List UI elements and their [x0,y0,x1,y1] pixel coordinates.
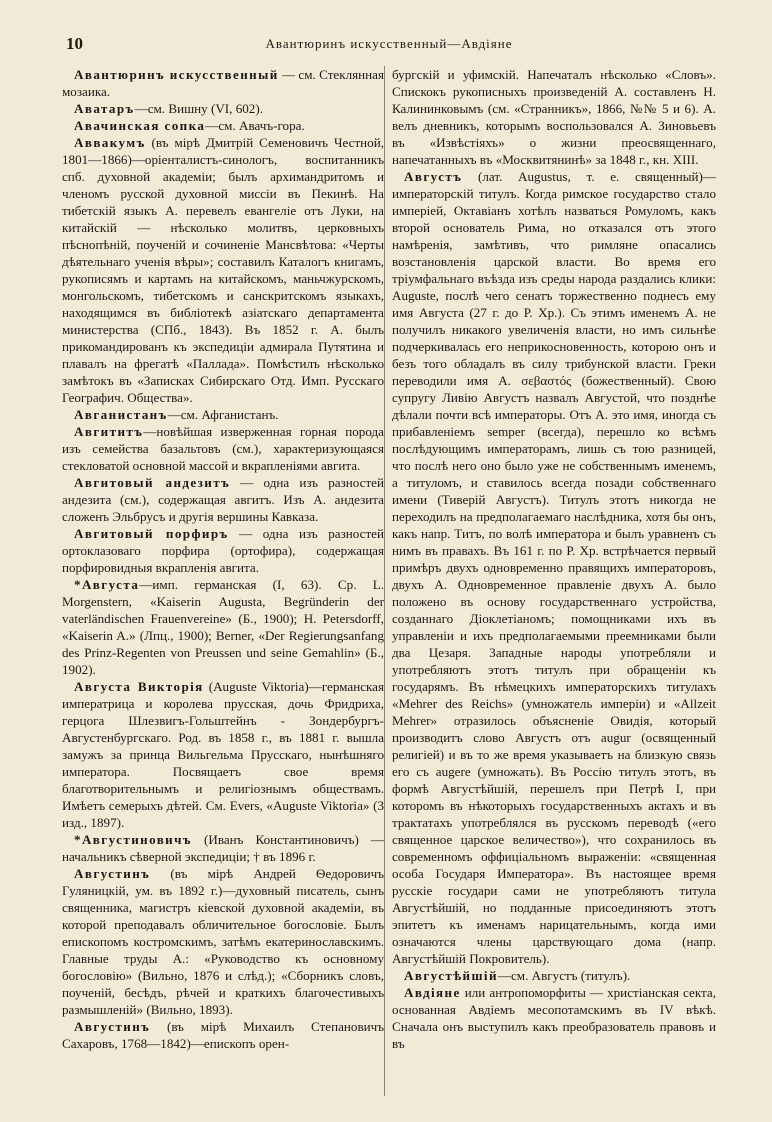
entry-headword: Авантюринъ искусственный [74,67,279,82]
left-column [62,66,384,1052]
entry-text: —см. Афганистанъ. [167,407,279,422]
page-header [66,34,712,56]
entry-headword: Августъ [404,169,463,184]
entry-text: (Auguste Viktoria)—германская императрица и королева прусская, дочь Фридриха, герцога Шлезвигъ-Гольштейнъ - Зондербургъ-Августенбургскаго. Род. въ 1858 г., въ 1881 г. вышла замужъ за принца Вильгельма Прусскаго, нынѣшняго императора. Посвящаетъ свое время благотворительнымъ и религіознымъ обществамъ. Имѣетъ семерыхъ дѣтей. См. Evers, «Auguste Viktoria» (3 изд., 1897). [62,679,385,830]
entry-text: (въ мірѣ Дмитрій Семеновичъ Честной, 1801—1866)—оріенталистъ-синологъ, воспитанникъ спб. духовной академіи; былъ архимандритомъ и членомъ русской духовной миссіи въ Пекинѣ. На тибетскій языкъ А. перевелъ евангеліе отъ Луки, на китайскій — нѣсколько молитвъ, церковныхъ пѣснопѣній, поученій и сочиненіе Мансвѣтова: «Черты дѣятельнаго ученія вѣры»; составилъ Каталогъ книгамъ, рукописямъ и картамъ на китайскомъ, маньчжурскомъ, монгольскомъ, тибетскомъ и санскритскомъ языкахъ, находящимся въ библіотекѣ азіатскаго департамента министерства (СПб., 1843). Въ 1852 г. А. былъ прикомандированъ къ экспедиціи адмирала Путятина и плавалъ на фрегатѣ «Паллада». Помѣстилъ нѣсколько замѣтокъ въ «Записках Сибирскаго Отд. Имп. Русскаго Географич. Общества». [62,135,384,405]
dictionary-entry [62,865,384,1018]
entry-headword: Августѣйшій [404,968,498,983]
entry-headword: *Августа [74,577,140,592]
entry-headword: Авдiяне [404,985,461,1000]
entry-headword: Августинъ [74,1019,151,1034]
entry-text: —см. Вишну (VI, 602). [134,101,263,116]
dictionary-entry [392,967,716,984]
entry-text: —новѣйшая изверженная горная порода изъ семейства базальтовъ (см.), характеризующаяся стекловатой основной массой и вкрапленіями авгита. [62,424,384,473]
entry-text: (Иванъ Константиновичъ) — начальникъ сѣверной экспедиціи; † въ 1896 г. [62,832,384,864]
entry-headword: Авгитовый андезитъ [74,475,231,490]
entry-text: —см. Авачъ-гора. [205,118,305,133]
entry-headword: *Августиновичъ [74,832,192,847]
right-column [392,66,716,1052]
dictionary-entry [392,66,716,168]
dictionary-entry [392,984,716,1052]
page-number: 10 [66,34,83,53]
entry-text: (лат. Augustus, т. е. священный)—императорскій титулъ. Когда римское государство стало имперіей, Октавіанъ хотѣлъ назваться Ромуломъ, какъ второй основатель Рима, но отказался отъ этого намѣренія, замѣтивъ, что римляне опасались возстановленія царской власти. Во время его тріумфальнаго въѣзда изъ среды народа раздались клики: Auguste, послѣ чего сенатъ торжественно поднесъ ему имя Августа (27 г. до Р. Хр.). Съ этимъ именемъ А. не получилъ никакого увеличенія власти, но имъ сильнѣе подчеркивалась его неприкосновенность, которою онъ и безъ того обладалъ въ силу трибунской власти. Греки переводили имя А. σεβαστός (божественный). Свою супругу Ливію Августъ назвалъ Августой, что позднѣе дѣлали почти всѣ императоры. Отъ А. это имя, иногда съ прибавленіемъ semper (всегда), перешло ко всѣмъ послѣдующимъ императорамъ, лишь съ тою разницей, что послѣ него оно было уже не собственнымъ именемъ, а титуломъ, и ставилось всегда позади собственнаго имени (Тиверій Августъ). Титулъ этотъ никогда не переходилъ на предполагаемаго наслѣдника, хотя бы онъ, какъ напр. Титъ, по волѣ императора и былъ уравненъ съ нимъ въ правахъ. Въ 161 г. по Р. Хр. встрѣчается первый примѣръ двухъ одновременно правящихъ императоровъ, двухъ А. Одновременное правленіе двухъ А. было положено въ основу государственнаго устройства, созданнаго Діоклетіаномъ; помощниками ихъ въ управленіи и ихъ предполагаемыми преемниками были два Цезаря. Западные народы употребляли и употребляютъ этотъ титулъ при обращеніи къ государямъ. Въ нѣмецкихъ императорскихъ титулахъ «Mehrer des Reichs» (умножатель имперіи) и «Allzeit Mehrer» отразилось объясненіе Овидія, который производитъ слово Августъ отъ augur (освященный религіей) и въ то же время указываетъ на близкую связь его съ augere (умножать). Въ Россію титулъ этотъ, въ формѣ Августѣйшій, перешелъ при Петрѣ I, при которомъ въ нѣкоторыхъ государственныхъ актахъ и въ трактатахъ употреблялся въ русскомъ переводѣ («его священное царское величество»), что сохранилось въ современномъ оффиціальномъ выраженіи: «священная особа Государя Императора». Въ настоящее время русскіе государи сами не употребляютъ титула Августѣйшій, но подданные присоединяютъ этотъ эпитетъ къ именамъ нарицательнымъ, когда ими означаются члены царствующаго дома (напр. Августѣйшій Покровитель). [392,169,716,966]
entry-text: или антропоморфиты — христіанская секта, основанная Авдіемъ месопотамскимъ въ IV вѣкѣ. Сначала онъ выступилъ какъ преобразователь правовъ и въ [392,985,716,1051]
entry-headword: Авганистанъ [74,407,168,422]
entry-headword: Аввакумъ [74,135,146,150]
entry-headword: Авгититъ [74,424,144,439]
dictionary-entry [62,66,384,100]
dictionary-entry [392,168,716,967]
entry-text: (въ мірѣ Михаилъ Степановичъ Сахаровъ, 1768—1842)—епископъ орен- [62,1019,384,1051]
dictionary-entry [62,423,384,474]
entry-text: бургскій и уфимскій. Напечаталъ нѣсколько «Словъ». Спискокъ рукописныхъ произведеній А. составленъ Н. Калининковымъ (см. «Странникъ», 1866, №№ 5 и 6). А. велъ дневникъ, которымъ воспользовался А. Зиновьевъ въ «Извѣстіяхъ» о жизни преосвященнаго, напечатанныхъ въ «Москвитянинѣ» за 1848 г., кн. XIII. [392,67,716,167]
dictionary-entry [62,525,384,576]
dictionary-entry [62,678,384,831]
entry-headword: Авачинская сопка [74,118,206,133]
column-divider [384,66,385,1096]
dictionary-entry [62,576,384,678]
entry-text: — одна изъ разностей ортоклазоваго порфира (ортофира), содержащая порфировидныя вкрапленія авгита. [62,526,384,575]
entry-headword: Августа Викторія [74,679,204,694]
entry-text: —см. Августъ (титулъ). [497,968,631,983]
dictionary-entry [62,117,384,134]
dictionary-entry [62,406,384,423]
entry-headword: Августинъ [74,866,151,881]
dictionary-entry [62,134,384,406]
running-head: Авантюринъ искусственный—Авдiяне [265,36,513,51]
entry-text: — см. Стеклянная мозаика. [62,67,384,99]
entry-text: (въ мірѣ Андрей Ѳедоровичъ Гуляницкій, ум. въ 1892 г.)—духовный писатель, сынъ священника, магистръ кіевской духовной академіи, въ которой преподавалъ обличительное богословіе. Былъ епископомъ костромскимъ, затѣмъ екатеринославскимъ. Главные труды А.: «Руководство къ основному богословію» (Вильно, 1876 и слѣд.); «Сборникъ словъ, поученій, бесѣдъ, рѣчей и краткихъ благочестивыхъ размышленій» (Вильно, 1893). [62,866,384,1017]
entry-headword: Аватаръ [74,101,135,116]
dictionary-entry [62,474,384,525]
entry-text: —имп. германская (I, 63). Ср. L. Morgenstern, «Kaiserin Augusta, Begründerin der vaterländischen Frauenvereine» (Б., 1900); H. Petersdorff, «Kaiserin A.» (Лпц., 1900); Berner, «Der Regierungsanfang des Prinz-Regenten von Preussen und seine Gemahlin» (Б., 1902). [62,577,384,677]
dictionary-entry [62,831,384,865]
dictionary-entry [62,1018,384,1052]
entry-text: — одна изъ разностей андезита (см.), содержащая авгитъ. Изъ А. андезита сложенъ Эльбрусъ и другія вершины Кавказа. [62,475,384,524]
dictionary-entry [62,100,384,117]
entry-headword: Авгитовый порфиръ [74,526,229,541]
